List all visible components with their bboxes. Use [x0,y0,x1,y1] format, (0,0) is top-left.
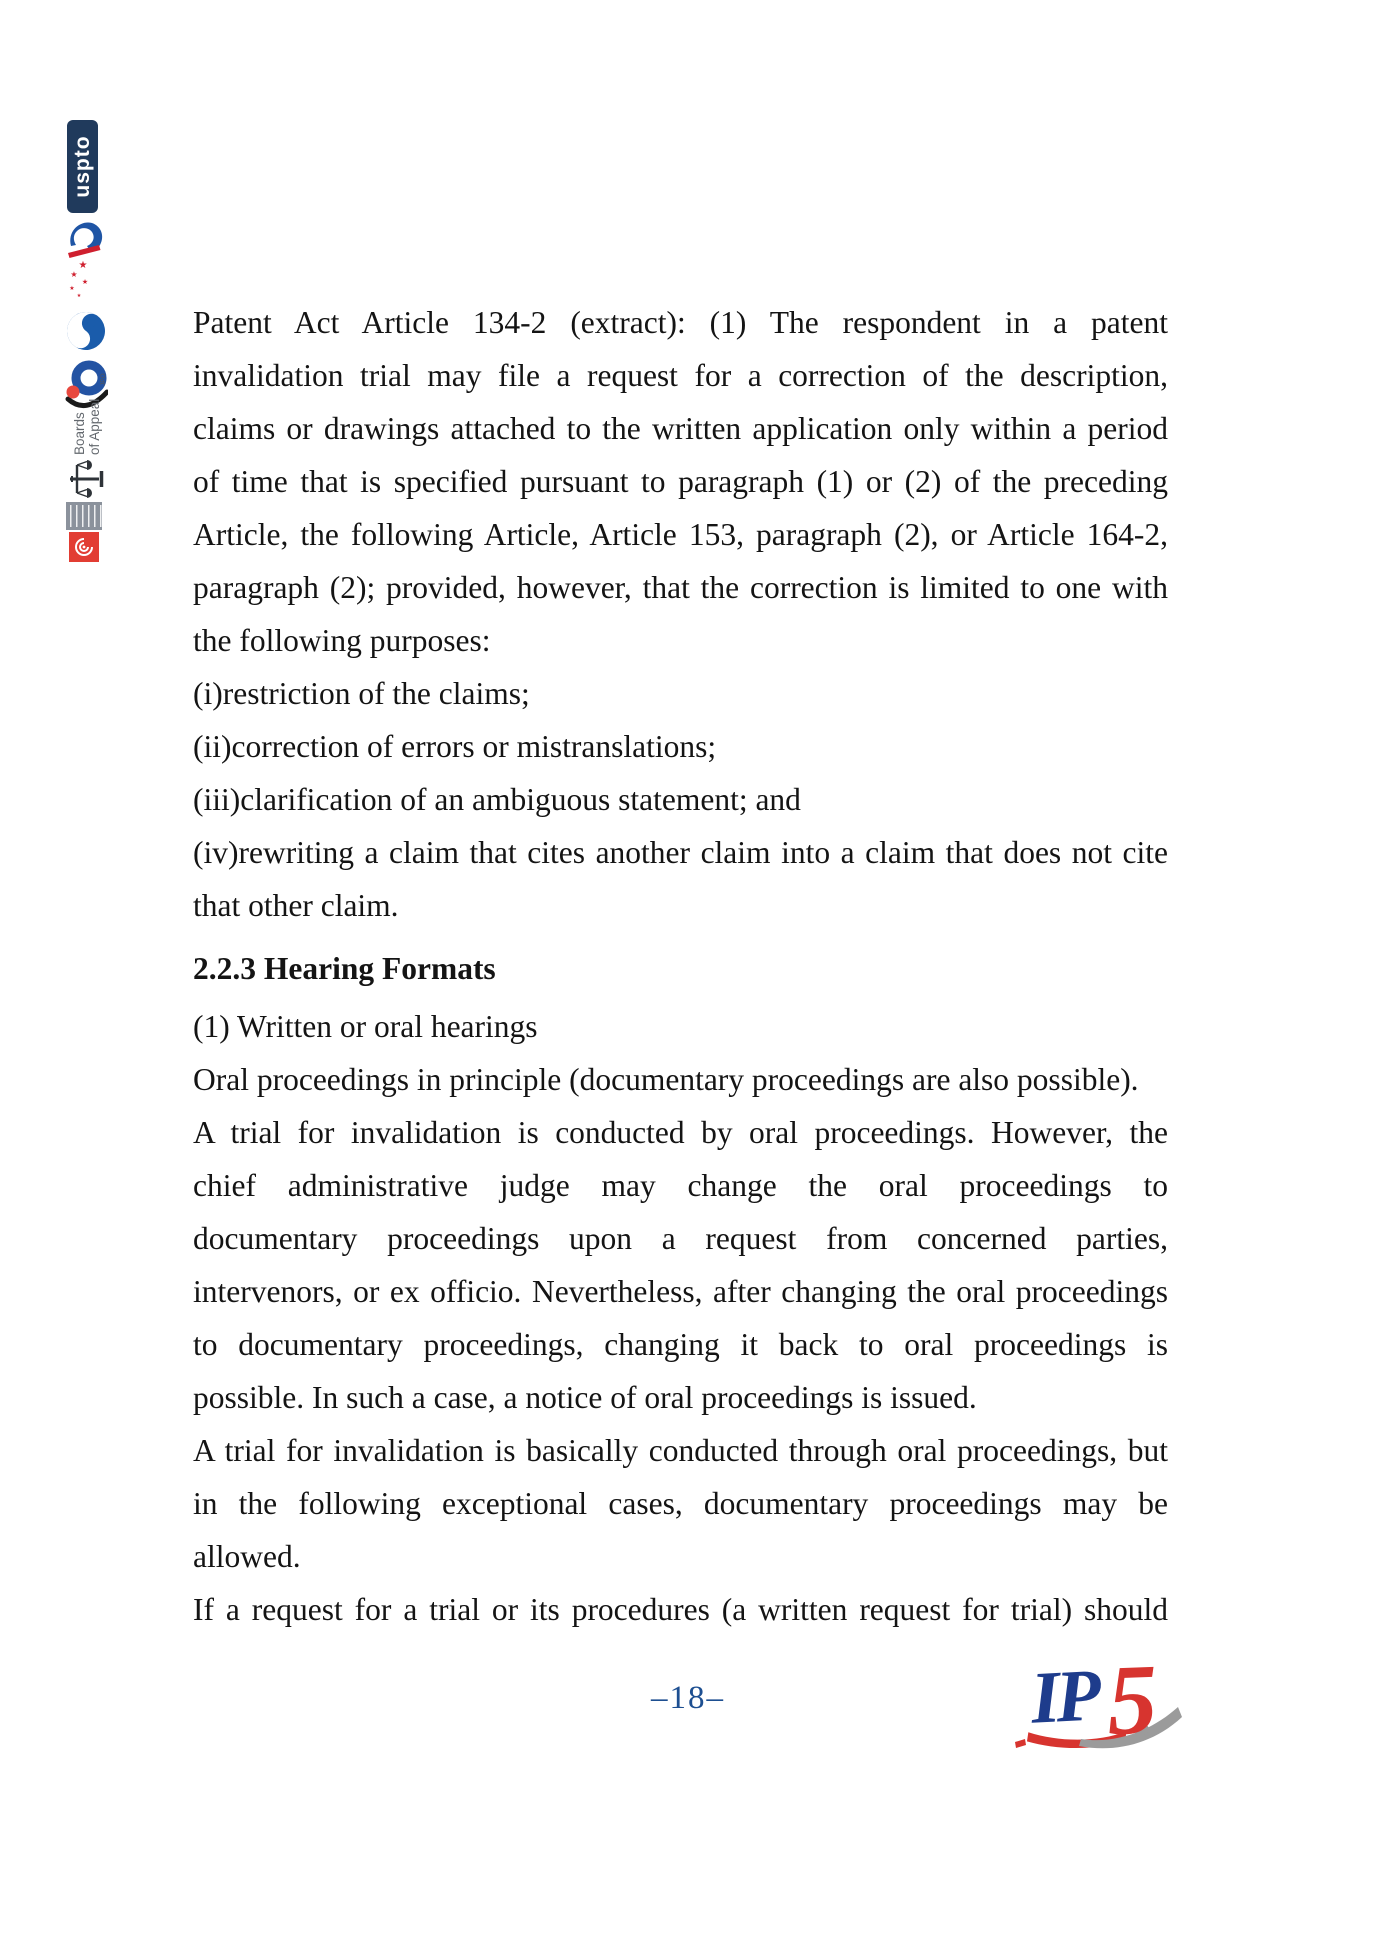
text-line: (i)restriction of the claims; [193,676,530,711]
text-line: If a request for a trial or its procedures (a written request for trial) should [193,1592,1168,1627]
page-number: –18– [651,1680,725,1716]
text-line: Oral proceedings in principle (documentary proceedings are also possible). [193,1062,1139,1097]
boards-of-appeal-label-line2: of Appeal [87,398,102,455]
uspto-logo-text: uspto [70,135,94,198]
ip5-logo [1015,1645,1190,1760]
epo-text-block [66,502,102,530]
boards-of-appeal-label-line1: Boards [72,412,87,455]
body-text [193,296,1168,1636]
text-line: invalidation trial may file a request for a correction of the description, [193,358,1168,393]
ip5-logo-graphic [1015,1645,1190,1755]
epo-logo [66,502,102,562]
text-line: allowed. [193,1539,301,1574]
svg-text:★: ★ [69,286,75,292]
section-heading: 2.2.3 Hearing Formats [193,951,496,986]
text-line: (iii)clarification of an ambiguous statement; and [193,782,801,817]
sidebar-logo-strip [0,0,120,600]
text-line: (iv)rewriting a claim that cites another claim into a claim that does not cite [193,835,1168,870]
epo-emblem-icon [69,532,99,562]
kipo-logo [66,308,106,354]
text-line: of time that is specified pursuant to paragraph (1) or (2) of the preceding [193,464,1168,499]
text-line: paragraph (2); provided, however, that the correction is limited to one with [193,570,1168,605]
text-line: possible. In such a case, a notice of oral proceedings is issued. [193,1380,977,1415]
svg-text:★: ★ [70,270,78,279]
text-line: chief administrative judge may change the oral proceedings to [193,1168,1168,1203]
text-line: (ii)correction of errors or mistranslations; [193,729,717,764]
svg-text:★: ★ [76,294,82,299]
text-line: Patent Act Article 134-2 (extract): (1) The respondent in a patent [193,305,1168,340]
text-line: Article, the following Article, Article 153, paragraph (2), or Article 164-2, [193,517,1168,552]
jpo-logo-text: JPO [100,373,107,386]
text-line: the following purposes: [193,623,491,658]
uspto-logo [67,120,98,213]
kipo-emblem-icon [66,308,106,354]
text-line: A trial for invalidation is conducted by oral proceedings. However, the [193,1115,1168,1150]
text-line: in the following exceptional cases, documentary proceedings may be [193,1486,1168,1521]
text-line: claims or drawings attached to the written application only within a period [193,411,1168,446]
text-line: A trial for invalidation is basically conducted through oral proceedings, but [193,1433,1168,1468]
ip5-text-ip: IP [1029,1654,1100,1740]
text-line: documentary proceedings upon a request from concerned parties, [193,1221,1168,1256]
cnipa-emblem-icon [63,220,105,304]
text-line: intervenors, or ex officio. Nevertheless, after changing the oral proceedings [193,1274,1168,1309]
scales-of-justice-icon [68,460,106,498]
svg-text:★: ★ [81,278,89,286]
epo-boards-of-appeal-logo [64,398,110,498]
ip5-text-five: 5 [1105,1645,1160,1755]
text-line: that other claim. [193,888,399,923]
svg-text:★: ★ [78,260,88,271]
text-line: to documentary proceedings, changing it back to oral proceedings is [193,1327,1168,1362]
uspto-wordmark [67,120,98,213]
cnipa-logo [63,220,105,304]
text-line: (1) Written or oral hearings [193,1009,538,1044]
